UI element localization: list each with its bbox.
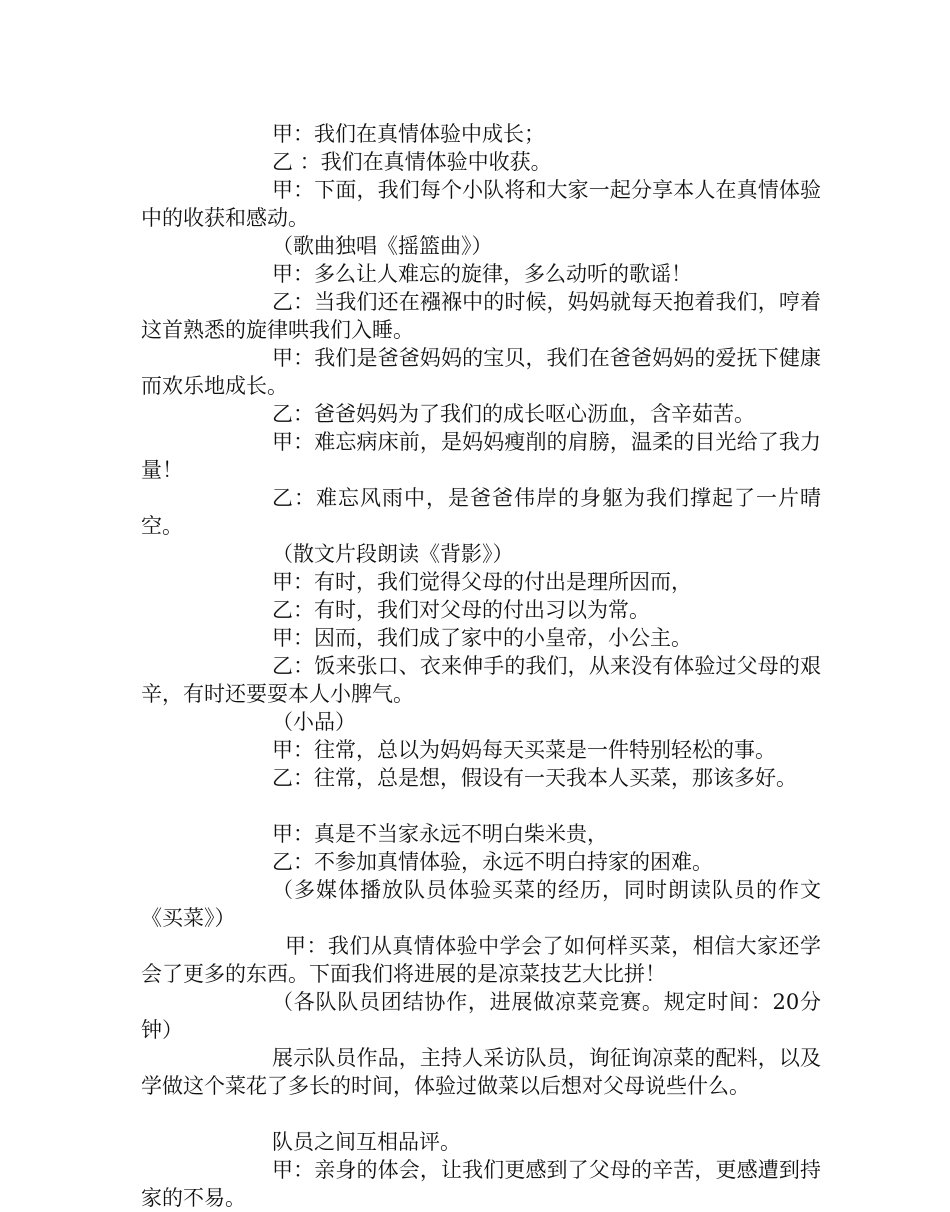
paragraph: 乙：难忘风雨中，是爸爸伟岸的身躯为我们撑起了一片晴空。: [141, 486, 821, 538]
paragraph: （歌曲独唱《摇篮曲》）: [272, 234, 493, 258]
paragraph: 甲：下面，我们每个小队将和大家一起分享本人在真情体验中的收获和感动。: [141, 178, 821, 230]
paragraph: （多媒体播放队员体验买菜的经历，同时朗读队员的作文《买菜》）: [141, 878, 821, 930]
paragraph: 展示队员作品，主持人采访队员，询征询凉菜的配料，以及学做这个菜花了多长的时间，体验过做菜以后想对父母说些什么。: [141, 1046, 821, 1098]
paragraph: 乙：往常，总是想，假设有一天我本人买菜，那该多好。: [272, 766, 797, 790]
paragraph: 甲：我们是爸爸妈妈的宝贝，我们在爸爸妈妈的爱抚下健康而欢乐地成长。: [141, 346, 821, 398]
paragraph: 甲：往常，总以为妈妈每天买菜是一件特别轻松的事。: [272, 738, 776, 762]
paragraph: 甲：我们从真情体验中学会了如何样买菜，相信大家还学会了更多的东西。下面我们将进展的是凉菜技艺大比拼！: [141, 934, 821, 986]
paragraph: 乙：有时，我们对父母的付出习以为常。: [272, 598, 650, 622]
paragraph: 乙 ：我们在真情体验中收获。: [272, 150, 552, 174]
document-body: [141, 120, 821, 1212]
paragraph: （各队队员团结协作，进展做凉菜竞赛。规定时间：20分钟）: [141, 990, 821, 1042]
paragraph: （散文片段朗读《背影》）: [272, 542, 514, 566]
paragraph: 甲：多么让人难忘的旋律，多么动听的歌谣！: [272, 262, 692, 286]
paragraph: 甲：有时，我们觉得父母的付出是理所因而，: [272, 570, 692, 594]
paragraph: 甲：真是不当家永远不明白柴米贵，: [272, 822, 608, 846]
paragraph: 乙：饭来张口、衣来伸手的我们，从来没有体验过父母的艰辛，有时还要耍本人小脾气。: [141, 654, 821, 706]
paragraph: 乙：不参加真情体验，永远不明白持家的困难。: [272, 850, 713, 874]
paragraph: 甲：我们在真情体验中成长；: [272, 122, 545, 146]
paragraph: 甲：因而，我们成了家中的小皇帝，小公主。: [272, 626, 692, 650]
paragraph: 乙：当我们还在襁褓中的时候，妈妈就每天抱着我们，哼着这首熟悉的旋律哄我们入睡。: [141, 290, 821, 342]
paragraph: 甲：难忘病床前，是妈妈瘦削的肩膀，温柔的目光给了我力量！: [141, 430, 821, 482]
paragraph: 甲：亲身的体会，让我们更感到了父母的辛苦，更感遭到持家的不易。: [141, 1158, 821, 1210]
paragraph: （小品）: [272, 710, 356, 734]
paragraph: 乙：爸爸妈妈为了我们的成长呕心沥血，含辛茹苦。: [272, 402, 755, 426]
paragraph: 队员之间互相品评。: [272, 1130, 461, 1154]
